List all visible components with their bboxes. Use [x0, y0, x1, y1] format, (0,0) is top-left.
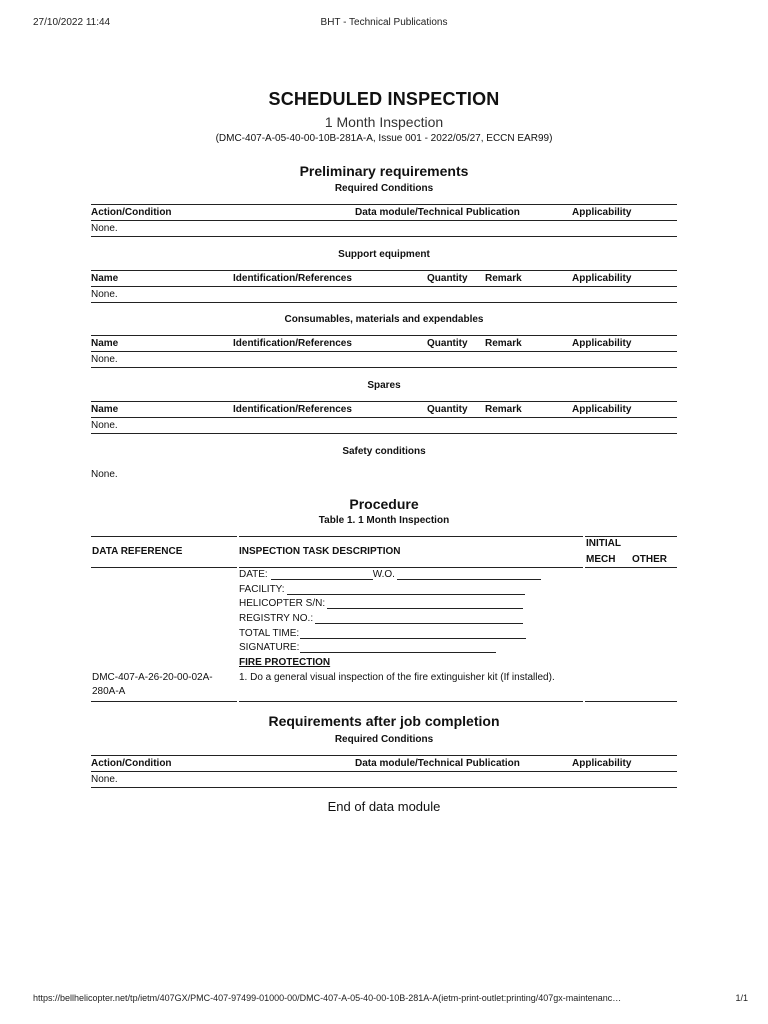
column-header: Name [91, 404, 119, 415]
inspection-table [91, 536, 677, 702]
column-header-other: OTHER [632, 554, 667, 565]
field-total-time: TOTAL TIME: [239, 628, 526, 639]
column-header: Data module/Technical Publication [355, 207, 520, 218]
page-title: SCHEDULED INSPECTION [268, 89, 500, 109]
column-header: Applicability [572, 338, 632, 349]
field-date: DATE: W.O. [239, 569, 541, 580]
table-row [91, 418, 677, 434]
table-cell: None. [91, 774, 118, 785]
column-header: Identification/References [233, 273, 352, 284]
safety-conditions-heading: Safety conditions [342, 446, 426, 457]
table-cell: None. [91, 420, 118, 431]
print-datetime: 27/10/2022 11:44 [33, 17, 111, 28]
column-header: Applicability [572, 207, 632, 218]
column-header: Applicability [572, 273, 632, 284]
page-subtitle: 1 Month Inspection [324, 114, 444, 130]
column-header: Data module/Technical Publication [355, 758, 520, 769]
table-header-row [91, 204, 677, 221]
field-registry-no: REGISTRY NO.: [239, 613, 523, 624]
table-row [91, 221, 677, 237]
dmc-identifier: (DMC-407-A-05-40-00-10B-281A-A, Issue 001 - 2022/05/27, ECCN EAR99) [215, 133, 553, 144]
table-header-row [91, 755, 677, 772]
preliminary-heading: Preliminary requirements [299, 163, 469, 179]
column-header: Quantity [427, 338, 468, 349]
spares-heading: Spares [367, 380, 401, 391]
table-header-row [91, 270, 677, 287]
task-data-reference-line2: 280A-A [92, 686, 126, 697]
after-job-required-conditions-heading: Required Conditions [334, 734, 434, 745]
column-header: Remark [485, 404, 522, 415]
column-header: Identification/References [233, 338, 352, 349]
column-header-task-description: INSPECTION TASK DESCRIPTION [239, 546, 401, 557]
column-header: Applicability [572, 758, 632, 769]
field-facility: FACILITY: [239, 584, 525, 595]
table-row [91, 287, 677, 303]
end-of-data-module: End of data module [327, 799, 441, 814]
safety-conditions-text: None. [91, 469, 118, 480]
table-row [91, 352, 677, 368]
consumables-heading: Consumables, materials and expendables [284, 314, 484, 325]
column-header: Action/Condition [91, 758, 172, 769]
column-header: Name [91, 338, 119, 349]
column-header-data-reference: DATA REFERENCE [92, 546, 183, 557]
column-header: Remark [485, 273, 522, 284]
procedure-heading: Procedure [349, 496, 419, 512]
column-header-mech: MECH [586, 554, 616, 565]
required-conditions-heading: Required Conditions [334, 183, 434, 194]
page-number: 1/1 [735, 993, 748, 1003]
field-signature: SIGNATURE: [239, 642, 496, 653]
section-title-fire-protection: FIRE PROTECTION [239, 657, 331, 668]
column-header: Applicability [572, 404, 632, 415]
table-cell: None. [91, 289, 118, 300]
consumables-table [91, 335, 677, 368]
table-caption: Table 1. 1 Month Inspection [318, 515, 450, 526]
table-header-row [91, 401, 677, 418]
print-site-title: BHT - Technical Publications [320, 17, 448, 28]
spares-table [91, 401, 677, 434]
table-row [91, 772, 677, 788]
column-header: Name [91, 273, 119, 284]
after-job-heading: Requirements after job completion [268, 713, 500, 729]
after-job-required-conditions-table [91, 755, 677, 788]
task-data-reference-line1: DMC-407-A-26-20-00-02A- [92, 672, 213, 683]
column-header: Identification/References [233, 404, 352, 415]
required-conditions-table [91, 204, 677, 237]
column-header: Quantity [427, 404, 468, 415]
support-equipment-heading: Support equipment [338, 249, 430, 260]
column-header: Remark [485, 338, 522, 349]
task-description: 1. Do a general visual inspection of the fire extinguisher kit (If installed). [239, 672, 555, 683]
print-url: https://bellhelicopter.net/tp/ietm/407GX/PMC-407-97499-01000-00/DMC-407-A-05-40-00-10B-281A-A(ietm-print-outlet:printing/407gx-maintenanc… [33, 993, 622, 1003]
table-cell: None. [91, 354, 118, 365]
table-cell: None. [91, 223, 118, 234]
table-header-row [91, 335, 677, 352]
column-header: Action/Condition [91, 207, 172, 218]
support-equipment-table [91, 270, 677, 303]
column-header-initial: INITIAL [586, 538, 621, 549]
column-header: Quantity [427, 273, 468, 284]
field-helicopter-sn: HELICOPTER S/N: [239, 598, 523, 609]
